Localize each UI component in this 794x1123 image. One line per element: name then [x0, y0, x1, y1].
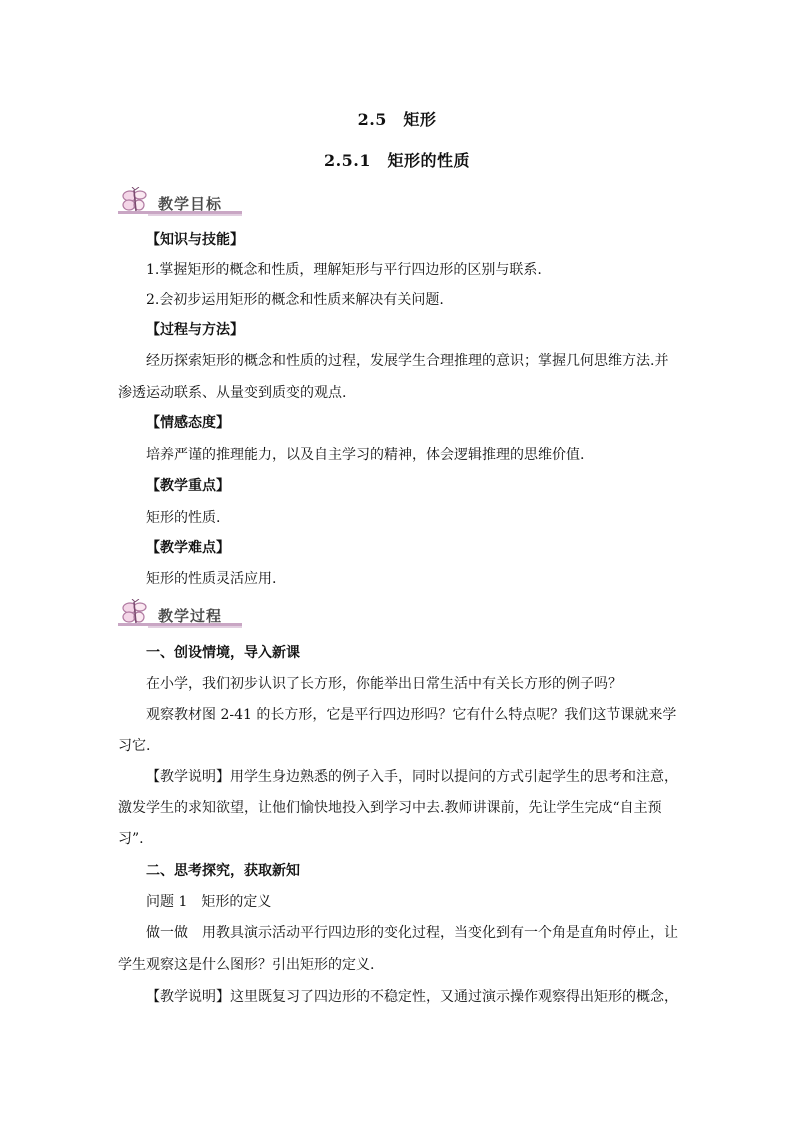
key-heading: 【教学重点】	[146, 478, 230, 494]
teaching-note-line: 【教学说明】这里既复习了四边形的不稳定性，又通过演示操作观察得出矩形的概念，	[146, 989, 678, 1005]
process-heading: 【过程与方法】	[146, 322, 244, 338]
part2-heading: 二、思考探究，获取新知	[146, 863, 300, 879]
paragraph-line: 习它.	[118, 738, 151, 754]
difficulty-text: 矩形的性质灵活应用.	[146, 571, 277, 587]
attitude-heading: 【情感态度】	[146, 415, 230, 431]
paragraph-line: 观察教材图 2-41 的长方形，它是平行四边形吗？它有什么特点呢？我们这节课就来学	[146, 707, 677, 723]
process-badge	[118, 599, 246, 631]
teaching-note-line: 激发学生的求知欲望，让他们愉快地投入到学习中去.教师讲课前，先让学生完成“自主预	[118, 800, 662, 816]
knowledge-item: 2.会初步运用矩形的概念和性质来解决有关问题.	[146, 292, 444, 308]
section-title: 2.5 矩形	[357, 110, 437, 129]
process-badge-label: 教学过程	[158, 607, 223, 625]
paragraph-line: 经历探索矩形的概念和性质的过程，发展学生合理推理的意识；掌握几何思维方法.并	[146, 353, 669, 369]
objectives-badge-label: 教学目标	[158, 195, 223, 213]
subsection-title: 2.5.1 矩形的性质	[323, 151, 471, 170]
key-text: 矩形的性质.	[146, 510, 221, 526]
question-heading: 问题 1 矩形的定义	[146, 894, 272, 910]
teaching-note-line: 【教学说明】用学生身边熟悉的例子入手，同时以提问的方式引起学生的思考和注意，	[146, 769, 678, 785]
difficulty-heading: 【教学难点】	[146, 540, 230, 556]
paragraph-line: 做一做 用教具演示活动平行四边形的变化过程，当变化到有一个角是直角时停止，让	[146, 925, 678, 941]
knowledge-item: 1.掌握矩形的概念和性质，理解矩形与平行四边形的区别与联系.	[146, 262, 542, 278]
paragraph-line: 学生观察这是什么图形？引出矩形的定义.	[118, 957, 375, 973]
knowledge-heading: 【知识与技能】	[146, 232, 244, 248]
part1-heading: 一、创设情境，导入新课	[146, 645, 300, 661]
paragraph-line: 在小学，我们初步认识了长方形，你能举出日常生活中有关长方形的例子吗？	[146, 676, 622, 692]
attitude-text: 培养严谨的推理能力，以及自主学习的精神，体会逻辑推理的思维价值.	[146, 447, 585, 463]
teaching-note-line: 习”.	[118, 831, 144, 847]
objectives-badge	[118, 187, 246, 219]
paragraph-line: 渗透运动联系、从量变到质变的观点.	[118, 385, 347, 401]
